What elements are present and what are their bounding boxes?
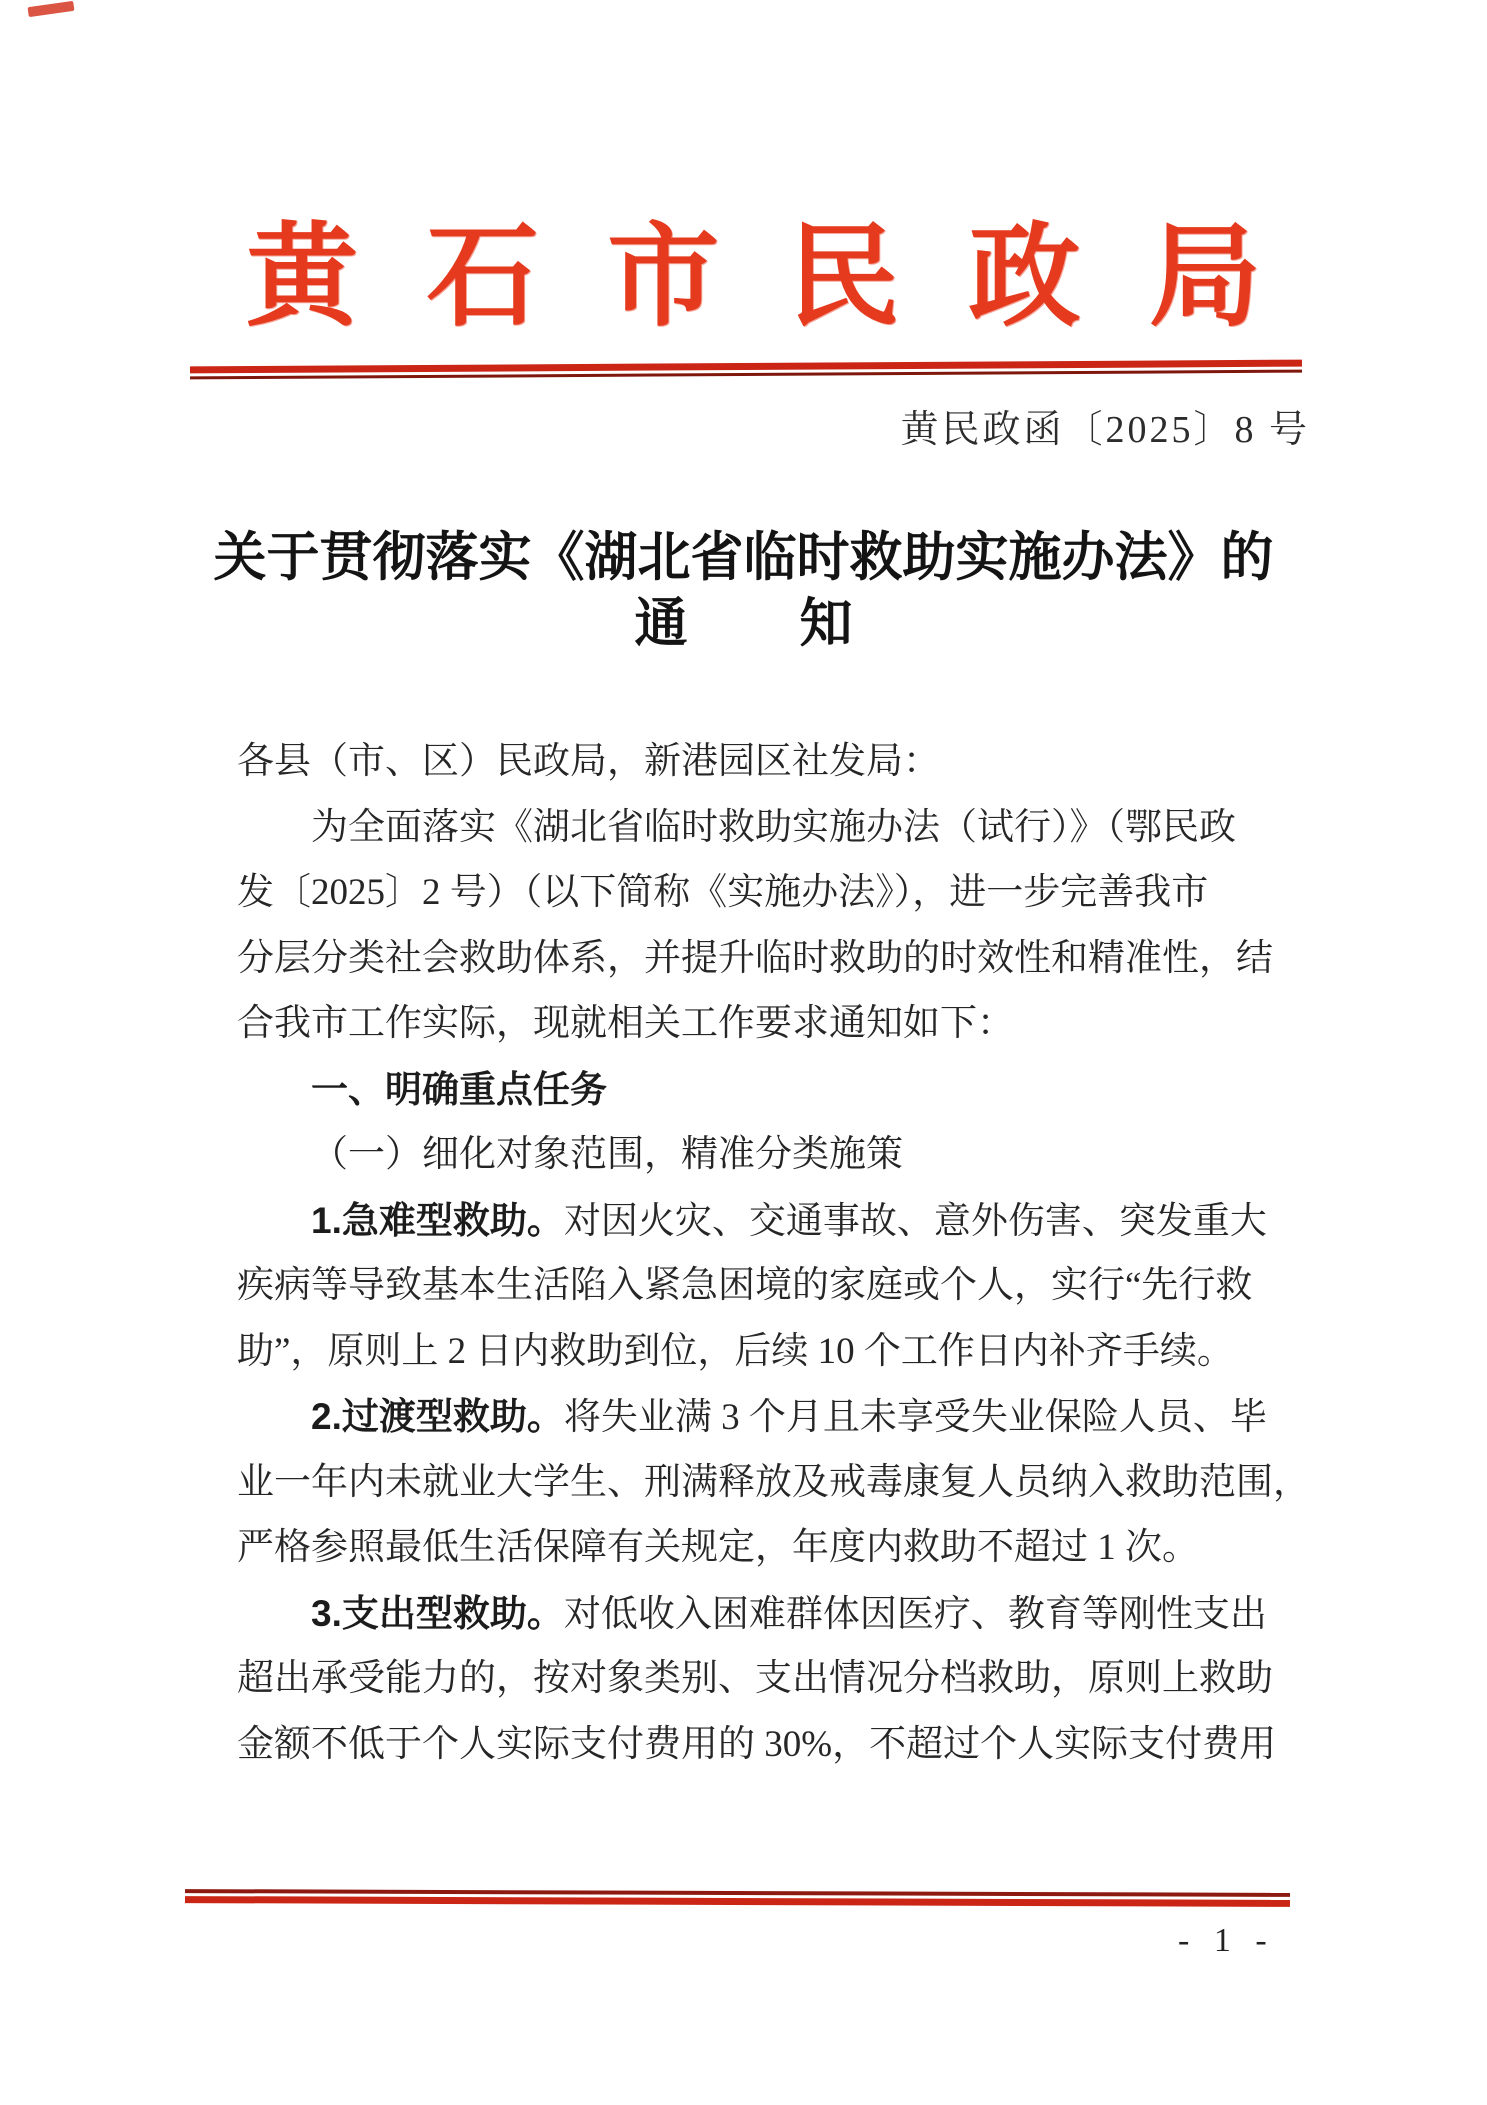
body-line: 发〔2025〕2 号）（以下简称《实施办法》），进一步完善我市	[237, 872, 1209, 913]
scan-artifact-mark	[28, 1, 75, 17]
body-line-section-heading	[237, 1057, 1337, 1123]
item-lead-text: 2.过渡型救助。	[311, 1396, 564, 1437]
document-title-line2	[0, 592, 1487, 656]
body-line: 超出承受能力的，按对象类别、支出情况分档救助，原则上救助	[237, 1658, 1273, 1699]
body-line	[237, 1188, 1337, 1254]
body-line	[237, 1384, 1337, 1450]
document-title-line1: 关于贯彻落实《湖北省临时救助实施办法》的	[213, 528, 1274, 587]
body-line	[237, 1581, 1337, 1647]
letterhead-divider-rule	[190, 360, 1302, 380]
body-line: 金额不低于个人实际支付费用的 30%，不超过个人实际支付费用	[237, 1723, 1277, 1765]
agency-char: 黄	[246, 216, 358, 340]
body-line-subsection-heading	[237, 1122, 1337, 1188]
body-line: 为全面落实《湖北省临时救助实施办法（试行）》（鄂民政	[311, 806, 1236, 848]
item-body-text: 将失业满 3 个月且未享受失业保险人员、毕	[563, 1397, 1267, 1438]
body-line: 严格参照最低生活保障有关规定，年度内救助不超过 1 次。	[237, 1527, 1199, 1568]
document-number: 黄民政函〔2025〕8 号	[900, 409, 1310, 451]
agency-char: 石	[426, 216, 539, 340]
section-heading-text: 一、明确重点任务	[311, 1068, 607, 1110]
body-line: 业一年内未就业大学生、刑满释放及戒毒康复人员纳入救助范围，	[237, 1461, 1310, 1503]
body-line: 疾病等导致基本生活陷入紧急困境的家庭或个人，实行“先行救	[237, 1265, 1253, 1306]
footer-divider-rule	[185, 1889, 1290, 1907]
item-lead-text: 1.急难型救助。	[311, 1199, 564, 1241]
agency-char: 政	[968, 216, 1081, 340]
agency-char: 民	[787, 216, 900, 340]
body-line: 助”，原则上 2 日内救助到位，后续 10 个工作日内补齐手续。	[237, 1330, 1234, 1372]
agency-char: 市	[607, 216, 720, 340]
body-line: 分层分类社会救助体系，并提升临时救助的时效性和精准性，结	[237, 937, 1273, 979]
title-char-zhi: 知	[799, 594, 853, 653]
document-title	[0, 526, 1487, 656]
body-line-salutation: 各县（市、区）民政局，新港园区社发局：	[237, 741, 940, 782]
title-char-tong: 通	[634, 594, 688, 653]
item-body-text: 对因火灾、交通事故、意外伤害、突发重大	[563, 1200, 1267, 1242]
document-body	[237, 729, 1337, 1777]
item-body-text: 对低收入困难群体因医疗、教育等刚性支出	[563, 1593, 1267, 1635]
agency-char: 局	[1148, 216, 1261, 340]
item-lead-text: 3.支出型救助。	[311, 1592, 564, 1634]
body-line: 合我市工作实际，现就相关工作要求通知如下：	[237, 1003, 1014, 1044]
letterhead-agency-name	[246, 216, 1261, 340]
subsection-heading-text: （一）细化对象范围，精准分类施策	[311, 1134, 903, 1175]
page-number: - 1 -	[1178, 1922, 1275, 1959]
